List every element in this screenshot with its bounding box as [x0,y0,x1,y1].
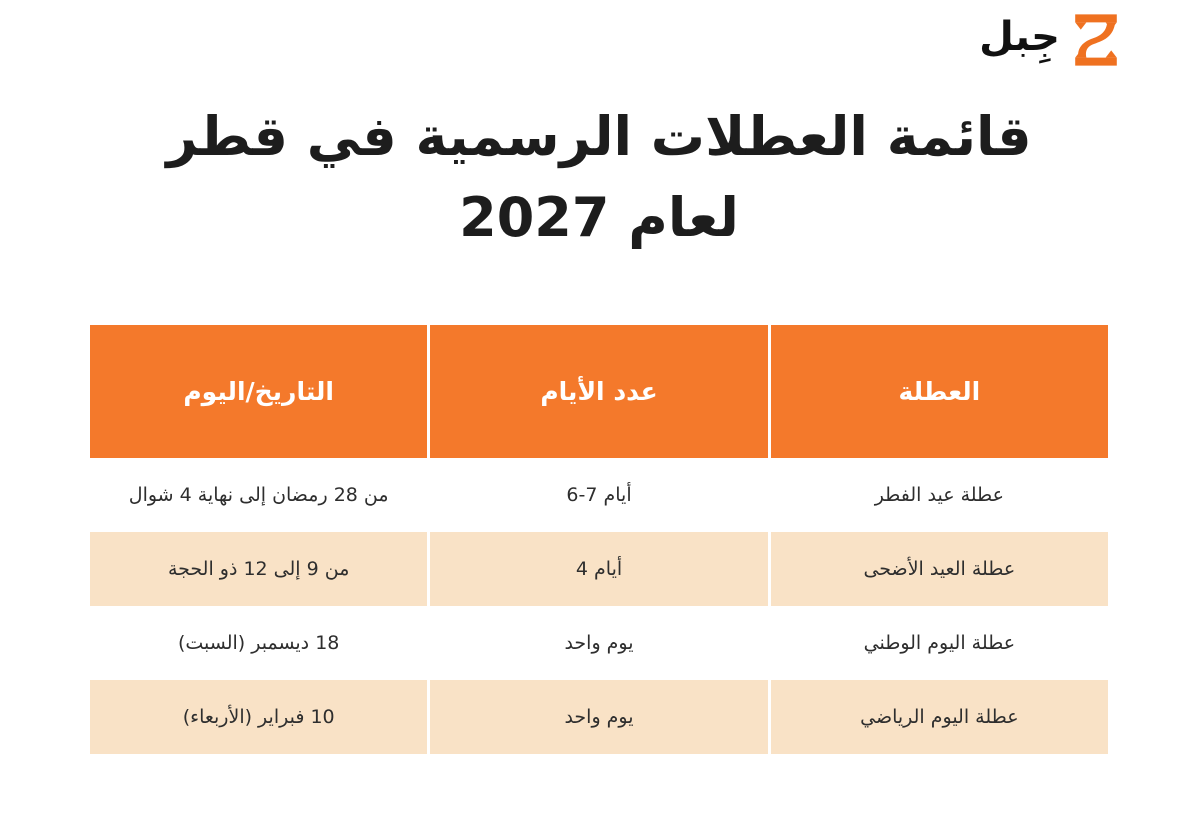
table-row [90,532,1108,606]
column-header-days: عدد الأيام [430,325,767,458]
jabal-hourglass-z-icon [1072,14,1120,66]
holiday-days: يوم واحد [430,680,767,754]
holiday-name: عطلة العيد الأضحى [771,532,1108,606]
holiday-date: 10 فبراير (الأربعاء) [90,680,427,754]
page-title-line1: قائمة العطلات الرسمية في قطر [166,105,1032,168]
column-header-holiday: العطلة [771,325,1108,458]
holiday-days: 4 أيام [430,532,767,606]
holiday-name: عطلة اليوم الرياضي [771,680,1108,754]
table-row [90,680,1108,754]
holiday-date: من 28 رمضان إلى نهاية 4 شوال [90,458,427,532]
holiday-date: 18 ديسمبر (السبت) [90,606,427,680]
table-header-row [90,325,1108,458]
logo-text: جِبل [979,14,1060,60]
logo [979,14,1120,66]
holiday-days: يوم واحد [430,606,767,680]
holiday-name: عطلة عيد الفطر [771,458,1108,532]
table-row [90,458,1108,532]
table-row [90,606,1108,680]
column-header-date: التاريخ/اليوم [90,325,427,458]
page-title [0,96,1198,258]
holidays-table [90,325,1108,754]
holiday-name: عطلة اليوم الوطني [771,606,1108,680]
holiday-date: من 9 إلى 12 ذو الحجة [90,532,427,606]
page-title-line2: لعام 2027 [459,186,739,249]
holiday-days: 6-7 أيام [430,458,767,532]
